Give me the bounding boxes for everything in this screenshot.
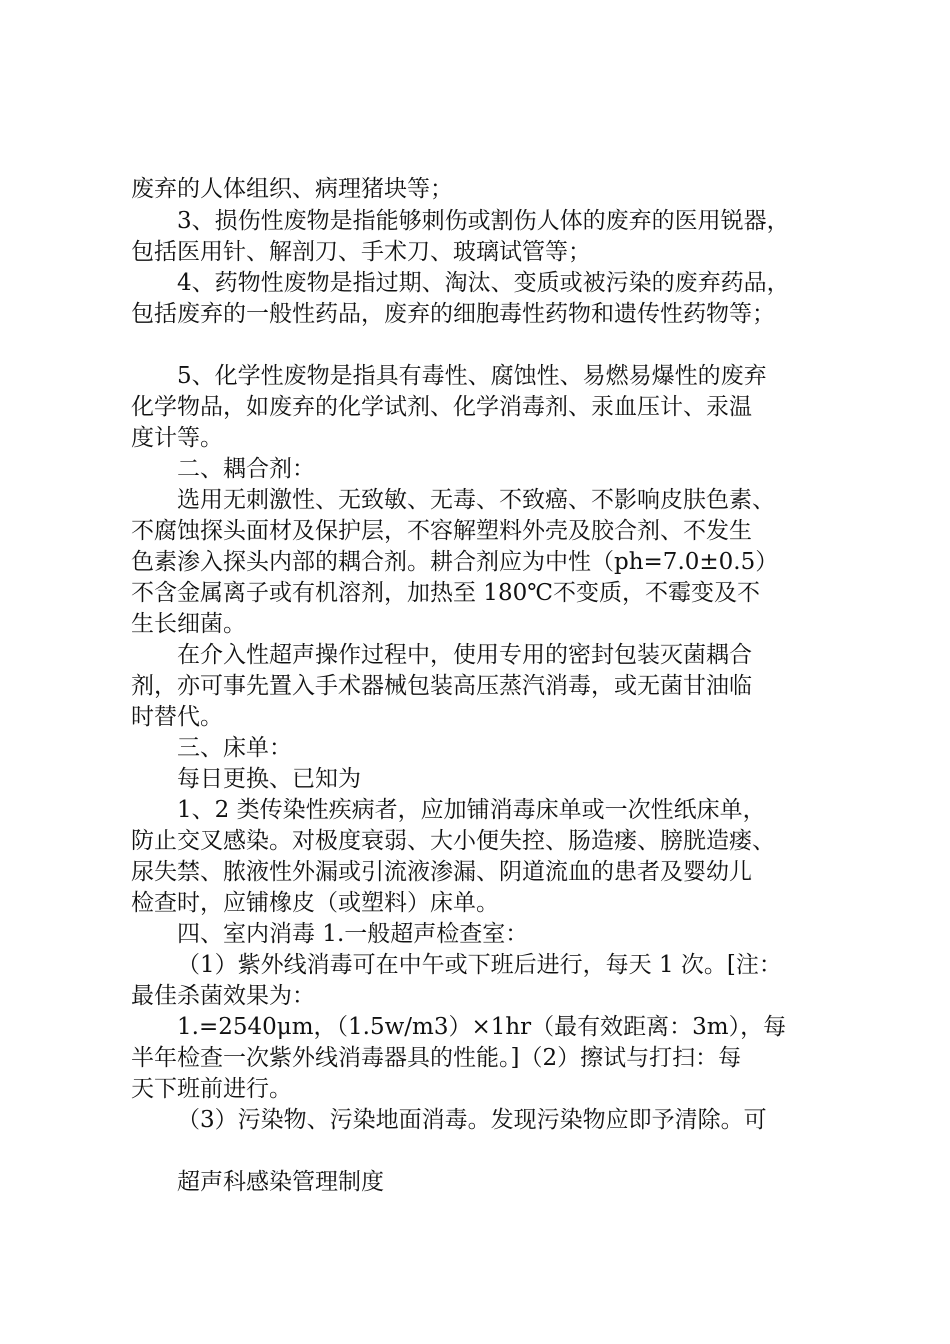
- text-line: 色素渗入探头内部的耦合剂。耕合剂应为中性（ph=7.0±0.5）: [131, 549, 779, 575]
- text-line: 生长细菌。: [131, 611, 246, 637]
- text-line: 化学物品，如废弃的化学试剂、化学消毒剂、汞血压计、汞温: [131, 394, 752, 420]
- text-line: 度计等。: [131, 425, 223, 451]
- page-footer-title: 超声科感染管理制度: [177, 1169, 384, 1195]
- text-line: 4、药物性废物是指过期、淘汰、变质或被污染的废弃药品，: [177, 270, 790, 296]
- text-line: 剂，亦可事先置入手术器械包装高压蒸汽消毒，或无菌甘油临: [131, 673, 752, 699]
- text-line: 选用无刺激性、无致敏、无毒、不致癌、不影响皮肤色素、: [177, 487, 775, 513]
- section-heading: 四、室内消毒 1.一般超声检查室：: [177, 921, 529, 947]
- text-line: 在介入性超声操作过程中，使用专用的密封包装灭菌耦合: [177, 642, 752, 668]
- text-line: 天下班前进行。: [131, 1076, 292, 1102]
- text-line: 3、损伤性废物是指能够刺伤或割伤人体的废弃的医用锐器，: [177, 208, 790, 234]
- text-line: 每日更换、已知为: [177, 766, 361, 792]
- text-line: 包括医用针、解剖刀、手术刀、玻璃试管等；: [131, 239, 591, 265]
- text-line: 1.=2540μm，（1.5w/m3）×1hr（最有效距离：3m），每: [177, 1014, 787, 1040]
- text-line: 包括废弃的一般性药品，废弃的细胞毒性药物和遗传性药物等；: [131, 301, 775, 327]
- text-line: （1）紫外线消毒可在中午或下班后进行，每天 1 次。[注：: [177, 952, 782, 978]
- text-line: 半年检查一次紫外线消毒器具的性能。]（2）擦试与打扫：每: [131, 1045, 742, 1071]
- text-line: 最佳杀菌效果为：: [131, 983, 315, 1009]
- section-heading: 二、耦合剂：: [177, 456, 315, 482]
- text-line: 废弃的人体组织、病理猪块等；: [131, 176, 453, 202]
- section-heading: 三、床单：: [177, 735, 292, 761]
- text-line: 1、2 类传染性疾病者，应加铺消毒床单或一次性纸床单，: [177, 797, 766, 823]
- text-line: 防止交叉感染。对极度衰弱、大小便失控、肠造瘘、膀胱造瘘、: [131, 828, 775, 854]
- text-line: 尿失禁、脓液性外漏或引流液渗漏、阴道流血的患者及婴幼儿: [131, 859, 752, 885]
- text-line: 不含金属离子或有机溶剂，加热至 180℃不变质，不霉变及不: [131, 580, 760, 606]
- text-line: 5、化学性废物是指具有毒性、腐蚀性、易燃易爆性的废弃: [177, 363, 767, 389]
- text-line: 检查时，应铺橡皮（或塑料）床单。: [131, 890, 499, 916]
- text-line: 不腐蚀探头面材及保护层，不容解塑料外壳及胶合剂、不发生: [131, 518, 752, 544]
- text-line: （3）污染物、污染地面消毒。发现污染物应即予清除。可: [177, 1107, 767, 1133]
- text-line: 时替代。: [131, 704, 223, 730]
